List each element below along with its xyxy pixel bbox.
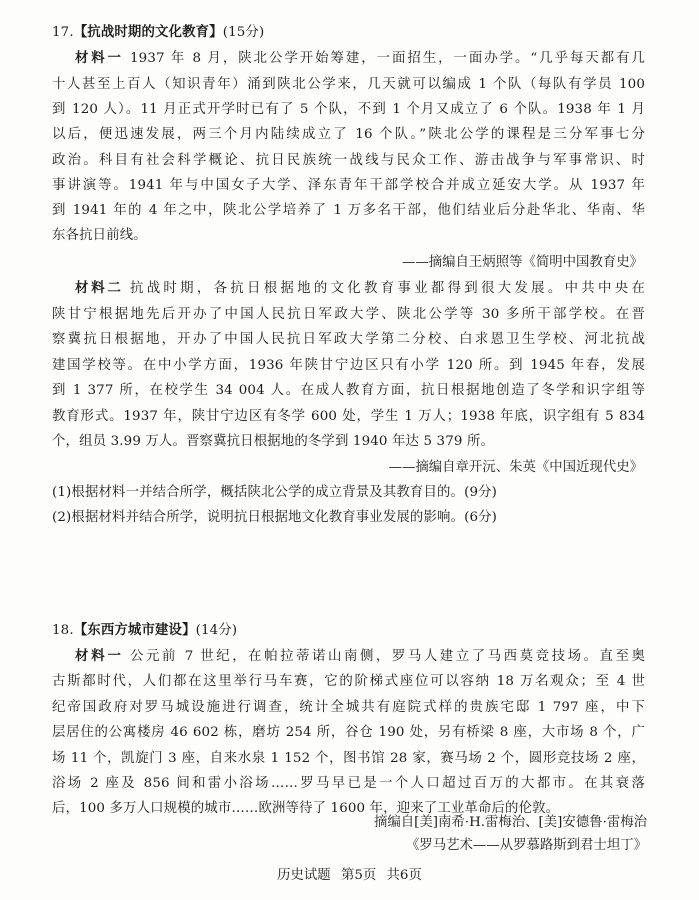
footer-subject: 历史试题	[277, 868, 331, 883]
q18-m1-line-0: 公元前 7 世纪，在帕拉蒂诺山南侧，罗马人建立了马西莫竞技场。直至奥	[130, 649, 645, 664]
q18-score: (14分)	[195, 623, 238, 638]
q18-heading	[52, 622, 237, 639]
footer-total: 共6页	[386, 868, 422, 883]
q17-m1-line-6: 到 1941 年的 4 年之中，陕北公学培养了 1 万多名干部，他们结业后分赴华北、华南、华	[52, 203, 645, 218]
q17-score: (15分)	[222, 25, 265, 40]
q17-m2-line-6: 个，组员 3.99 万人。晋察冀抗日根据地的冬学到 1940 年达 5 379 所。	[52, 434, 495, 449]
q18-m1-line-4: 场 11 个，凯旋门 3 座，自来水泉 1 152 个，图书馆 28 家，赛马场 2 个，圆形竞技场 2 座，	[52, 751, 645, 766]
q18-m1-line-6: 后，100 多万人口规模的城市……欧洲等待了 1600 年，迎来了工业革命后的伦敦。	[52, 801, 560, 816]
q17-m1-line-5: 事讲演等。1941 年与中国女子大学、泽东青年干部学校合并成立延安大学。从 1937 年	[52, 178, 645, 193]
q17-m2-line-3: 建国学校等。在中小学方面，1936 年陕甘宁边区只有小学 120 所。到 1945 年春，发展	[52, 358, 645, 373]
q18-m1-line-1: 古斯都时代，人们都在这里举行马车赛，它的阶梯式座位可以容纳 18 万名观众；至 4 世	[52, 674, 645, 689]
q18-m1-line-5: 浴场 2 座及 856 间和雷小浴场……罗马早已是一个人口超过百万的大都市。在其衰落	[52, 776, 645, 791]
q17-m1-source: ——摘编自王炳照等《简明中国教育史》	[401, 255, 643, 270]
q17-m2-line-4: 到 1 377 所，在校学生 34 004 人。在成人教育方面，抗日根据地创造了冬学和识字组等	[52, 383, 645, 398]
q17-m1-line-7: 东各抗日前线。	[52, 228, 147, 243]
q18-m1-label: 材料一	[75, 648, 121, 664]
q18-title: 【东西方城市建设】	[73, 622, 196, 638]
footer-page: 第5页	[340, 868, 377, 883]
q17-title: 【抗战时期的文化教育】	[73, 24, 223, 40]
q17-m1-line-2: 到 120 人）。11 月正式开学时已有了 5 个队，不到 1 个月又成立了 6 个队。1938 年 1 月	[52, 102, 645, 117]
q18-m1-source-2: 《罗马艺术——从罗慕路斯到君士坦丁》	[405, 838, 647, 853]
q17-heading	[52, 24, 264, 41]
q17-m2-line-1: 陕甘宁根据地先后开办了中国人民抗日军政大学、陕北公学等 30 多所干部学校。在晋	[52, 307, 645, 322]
page-footer	[0, 867, 699, 884]
q17-number: 17.	[52, 25, 74, 40]
q17-m1-line-4: 政治。科目有社会科学概论、抗日民族统一战线与民众工作、游击战争与军事常识、时	[52, 153, 645, 168]
q17-question-2: (2)根据材料并结合所学，说明抗日根据地文化教育事业发展的影响。(6分)	[52, 510, 498, 525]
q17-m2-label: 材料二	[75, 280, 121, 296]
q17-m2-source: ——摘编自章开沅、朱英《中国近现代史》	[388, 460, 643, 475]
q18-m1-source-1: 摘编自[美]南希·H.雷梅治、[美]安德鲁·雷梅治	[374, 815, 647, 830]
q17-m1-line-0: 1937 年 8 月，陕北公学开始筹建，一面招生，一面办学。“几乎每天都有几	[130, 51, 645, 66]
q18-m1-line-2: 纪帝国政府对罗马城设施进行调查，统计全城共有庭院式样的贵族宅邸 1 797 座，中下	[52, 700, 645, 715]
q17-m2-line-5: 教育形式。1937 年，陕甘宁边区有冬学 600 处，学生 1 万人；1938 年底，识字组有 5 834	[52, 409, 645, 424]
q17-m2-line-2: 察冀抗日根据地，开办了中国人民抗日军政大学第二分校、白求恩卫生学校、河北抗战	[52, 332, 645, 347]
q18-m1-line-3: 层居住的公寓楼房 46 602 栋，磨坊 254 所，谷仓 190 处，另有桥梁 8 座，大市场 8 个，广	[52, 725, 645, 740]
q17-m1-label: 材料一	[75, 50, 121, 66]
q17-m2-line-0: 抗战时期，各抗日根据地的文化教育事业都得到很大发展。中共中央在	[130, 281, 645, 296]
q17-m1-line-1: 十人甚至上百人（知识青年）涌到陕北公学来，几天就可以编成 1 个队（每队有学员 100	[52, 77, 645, 92]
q17-question-1: (1)根据材料一并结合所学，概括陕北公学的成立背景及其教育目的。(9分)	[52, 485, 498, 500]
q18-number: 18.	[52, 623, 74, 638]
q17-m1-line-3: 以后，便迅速发展，两三个月内陆续成立了 16 个队。”陕北公学的课程是三分军事七分	[52, 127, 645, 142]
